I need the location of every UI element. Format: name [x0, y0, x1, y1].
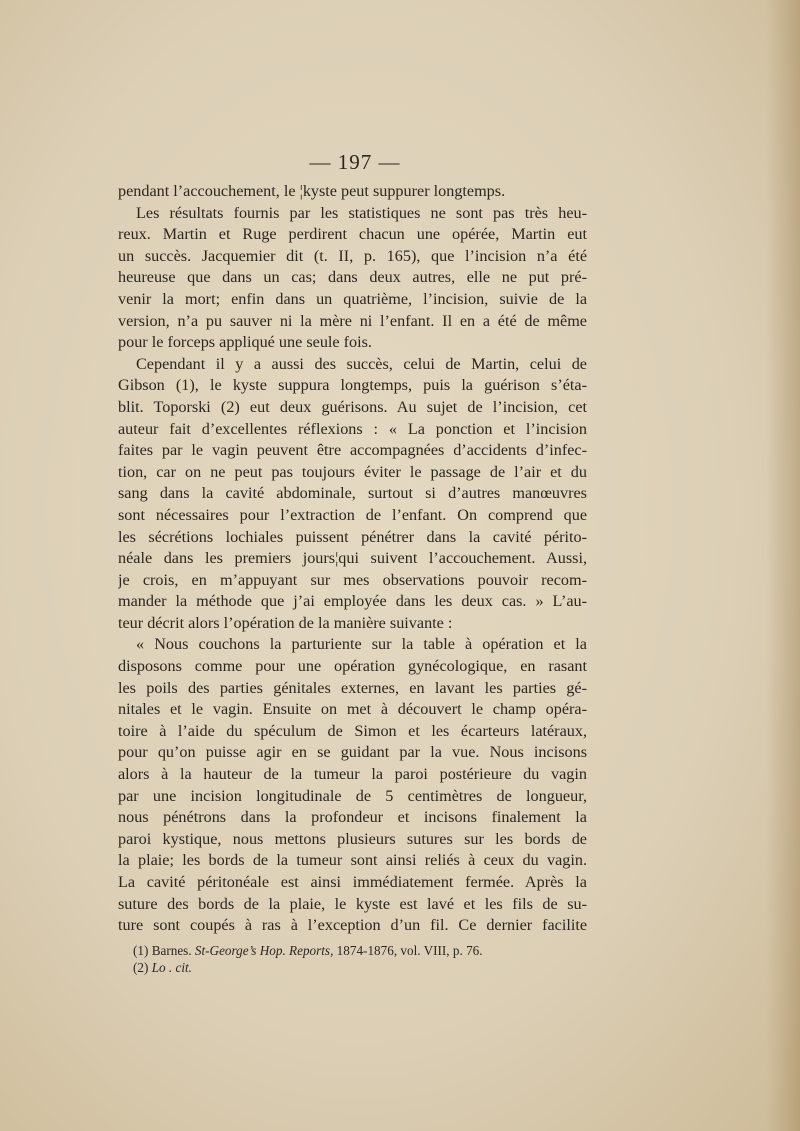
text-line: mander la méthode que j’ai employée dans les deux cas. » L’au- [118, 592, 587, 611]
text-line: ture sont coupés à ras à l’exception d’un fil. Ce dernier facilite [118, 916, 587, 935]
text-line: venir la mort; enfin dans un quatrième, l’incision, suivie de la [118, 289, 587, 308]
text-line: les poils des parties génitales externes, en lavant les parties gé- [118, 678, 587, 697]
text-line: les sécrétions lochiales puissent pénétrer dans la cavité périto- [118, 527, 587, 546]
footnote-text: Barnes. [151, 943, 195, 958]
text-line: disposons comme pour une opération gynécologique, en rasant [118, 657, 587, 676]
text-line: tion, car on ne peut pas toujours éviter le passage de l’air et du [118, 462, 587, 481]
footnotes [133, 942, 593, 976]
text-line: je crois, en m’appuyant sur mes observations pouvoir recom- [118, 570, 587, 589]
page-edge-shadow [766, 0, 800, 1131]
page-number: — 197 — [309, 150, 401, 174]
text-line: pendant l’accouchement, le ¦kyste peut suppurer longtemps. [118, 182, 506, 200]
text-line: pour qu’on puisse agir en se guidant par la vue. Nous incisons [118, 743, 587, 762]
text-line: teur décrit alors l’opération de la manière suivante : [118, 613, 453, 632]
text-line: toire à l’aide du spéculum de Simon et les écarteurs latéraux, [118, 721, 587, 740]
text-line: « Nous couchons la parturiente sur la table à opération et la [136, 635, 587, 654]
text-line: Gibson (1), le kyste suppura longtemps, puis la guérison s’éta- [118, 376, 587, 395]
text-line: faites par le vagin peuvent être accompagnées d’accidents d’infec- [118, 441, 587, 460]
footnote [133, 959, 593, 976]
text-line: un succès. Jacquemier dit (t. II, p. 165), que l’incision n’a été [118, 246, 587, 265]
text-line: par une incision longitudinale de 5 centimètres de longueur, [118, 786, 587, 805]
footnote-number: (1) [133, 943, 152, 958]
text-line: reux. Martin et Ruge perdirent chacun une opérée, Martin eut [118, 225, 587, 244]
text-line: nous pénétrons dans la profondeur et incisons finalement la [118, 808, 587, 827]
footnote-citation: Lo . cit. [151, 960, 192, 975]
footnote-citation: St-George’s Hop. Reports, [194, 943, 334, 958]
footnote [133, 942, 593, 959]
text-line: sont nécessaires pour l’extraction de l’enfant. On comprend que [118, 505, 587, 524]
text-line: La cavité péritonéale est ainsi immédiatement fermée. Après la [118, 873, 587, 891]
text-line: blit. Toporski (2) eut deux guérisons. Au sujet de l’incision, cet [118, 397, 587, 416]
text-line: suture des bords de la plaie, le kyste est lavé et les fils de su- [118, 894, 587, 913]
text-line: Les résultats fournis par les statistiques ne sont pas très heu- [136, 203, 587, 222]
text-line: version, n’a pu sauver ni la mère ni l’enfant. Il en a été de même [118, 311, 587, 330]
text-line: la plaie; les bords de la tumeur sont ainsi reliés à ceux du vagin. [118, 851, 587, 870]
text-line: pour le forceps appliqué une seule fois. [118, 333, 372, 352]
text-line: Cependant il y a aussi des succès, celui de Martin, celui de [136, 354, 587, 373]
text-line: néale dans les premiers jours¦qui suivent l’accouchement. Aussi, [118, 549, 587, 568]
text-line: auteur fait d’excellentes réflexions : « La ponction et l’incision [118, 419, 587, 438]
footnote-number: (2) [133, 960, 152, 975]
text-line: alors à la hauteur de la tumeur la paroi postérieure du vagin [118, 765, 587, 784]
text-line: paroi kystique, nous mettons plusieurs sutures sur les bords de [118, 829, 587, 848]
footnote-text: 1874-1876, vol. VIII, p. 76. [333, 943, 483, 958]
text-line: sang dans la cavité abdominale, surtout si d’autres manœuvres [118, 484, 587, 503]
body-text [118, 181, 587, 937]
text-line: heureuse que dans un cas; dans deux autres, elle ne put pré- [118, 268, 587, 287]
text-line: nitales et le vagin. Ensuite on met à découvert le champ opéra- [118, 700, 587, 719]
